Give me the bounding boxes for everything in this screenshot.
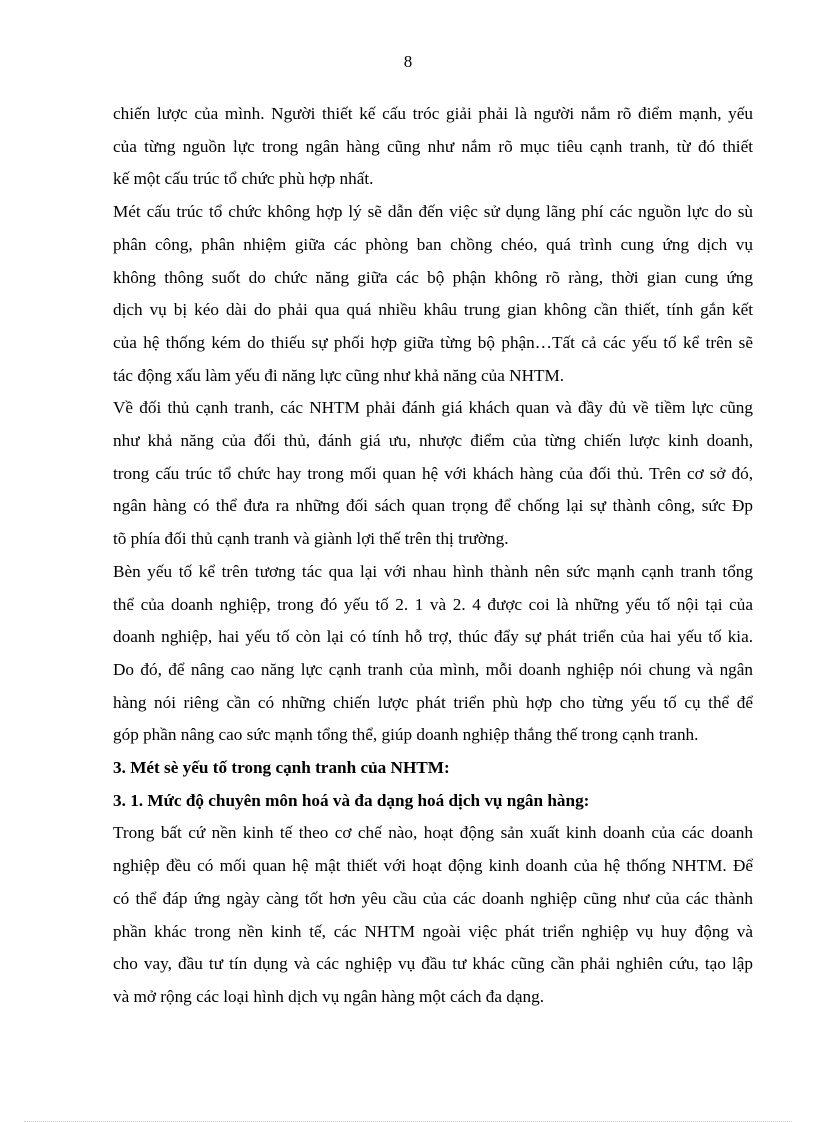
text-line: phần khác trong nền kinh tế, các NHTM ngoài việc phát triển nghiệp vụ huy động và bbox=[113, 921, 753, 941]
text-line: kế một cấu trúc tổ chức phù hợp nhất. bbox=[113, 169, 374, 189]
text-line: góp phần nâng cao sức mạnh tổng thể, giúp doanh nghiệp thắng thế trong cạnh tranh. bbox=[113, 725, 699, 745]
text-line: trong cấu trúc tổ chức hay trong mối quan hệ với khách hàng của đối thủ. Trên cơ sở đó, bbox=[113, 463, 753, 483]
text-line: phân công, phân nhiệm giữa các phòng ban chồng chéo, quá trình cung ứng dịch vụ bbox=[113, 234, 753, 254]
text-line: của hệ thống kém do thiếu sự phối hợp giữa từng bộ phận…Tất cả các yếu tố kể trên sẽ bbox=[113, 332, 753, 352]
text-line: của từng nguồn lực trong ngân hàng cũng như nắm rõ mục tiêu cạnh tranh, từ đó thiết bbox=[113, 136, 753, 156]
text-line: Mét cấu trúc tổ chức không hợp lý sẽ dẫn đến việc sử dụng lãng phí các nguồn lực do sù bbox=[113, 202, 753, 222]
text-line: và mở rộng các loại hình dịch vụ ngân hàng một cách đa dạng. bbox=[113, 986, 545, 1006]
page-bottom-divider bbox=[24, 1121, 792, 1122]
text-line: Do đó, để nâng cao năng lực cạnh tranh của mình, mỗi doanh nghiệp nói chung và ngân bbox=[113, 659, 753, 679]
text-line: có thể đáp ứng ngày càng tốt hơn yêu cầu của các doanh nghiệp cũng như của các thành bbox=[113, 888, 753, 908]
document-body bbox=[113, 98, 753, 1014]
text-line: cho vay, đầu tư tín dụng và các nghiệp vụ đầu tư khác cũng cần phải nghiên cứu, tạo lập bbox=[113, 954, 753, 974]
text-line: chiến lược của mình. Người thiết kế cấu tróc giải phải là người nắm rõ điểm mạnh, yếu bbox=[113, 104, 753, 123]
text-line: tác động xấu làm yếu đi năng lực cũng như khả năng của NHTM. bbox=[113, 365, 565, 385]
text-line: dịch vụ bị kéo dài do phải qua quá nhiều khâu trung gian không cần thiết, tính gắn kết bbox=[113, 300, 753, 320]
subsection-heading: 3. 1. Mức độ chuyên môn hoá và đa dạng hoá dịch vụ ngân hàng: bbox=[113, 790, 590, 810]
text-line: Trong bất cứ nền kinh tế theo cơ chế nào, hoạt động sản xuất kinh doanh của các doanh bbox=[113, 823, 753, 843]
text-line: ngân hàng có thể đưa ra những đối sách quan trọng để chống lại sự thành công, sức Ðp bbox=[113, 496, 753, 516]
text-line: hàng nói riêng cần có những chiến lược phát triển phù hợp cho từng yếu tố cụ thể để bbox=[113, 692, 753, 712]
text-line: thể của doanh nghiệp, trong đó yếu tố 2. 1 và 2. 4 được coi là những yếu tố nội tại của bbox=[113, 594, 753, 614]
text-line: nghiệp đều có mối quan hệ mật thiết với hoạt động kinh doanh của hệ thống NHTM. Để bbox=[113, 856, 753, 876]
text-line: không thông suốt do chức năng giữa các bộ phận không rõ ràng, thời gian cung ứng bbox=[113, 267, 753, 287]
text-line: như khả năng của đối thủ, đánh giá ưu, nhược điểm của từng chiến lược kinh doanh, bbox=[113, 431, 753, 451]
text-line: doanh nghiệp, hai yếu tố còn lại có tính hỗ trợ, thúc đẩy sự phát triển của hai yếu tố kia. bbox=[113, 627, 753, 647]
text-line: tõ phía đối thủ cạnh tranh và giành lợi thế trên thị trường. bbox=[113, 529, 509, 549]
text-line: Bèn yếu tố kể trên tương tác qua lại với nhau hình thành nên sức mạnh cạnh tranh tổng bbox=[113, 561, 753, 581]
page-number: 8 bbox=[403, 52, 413, 71]
section-heading: 3. Mét sè yếu tố trong cạnh tranh của NHTM: bbox=[113, 758, 450, 778]
text-line: Về đối thủ cạnh tranh, các NHTM phải đánh giá khách quan và đầy đủ về tiềm lực cũng bbox=[113, 398, 753, 418]
